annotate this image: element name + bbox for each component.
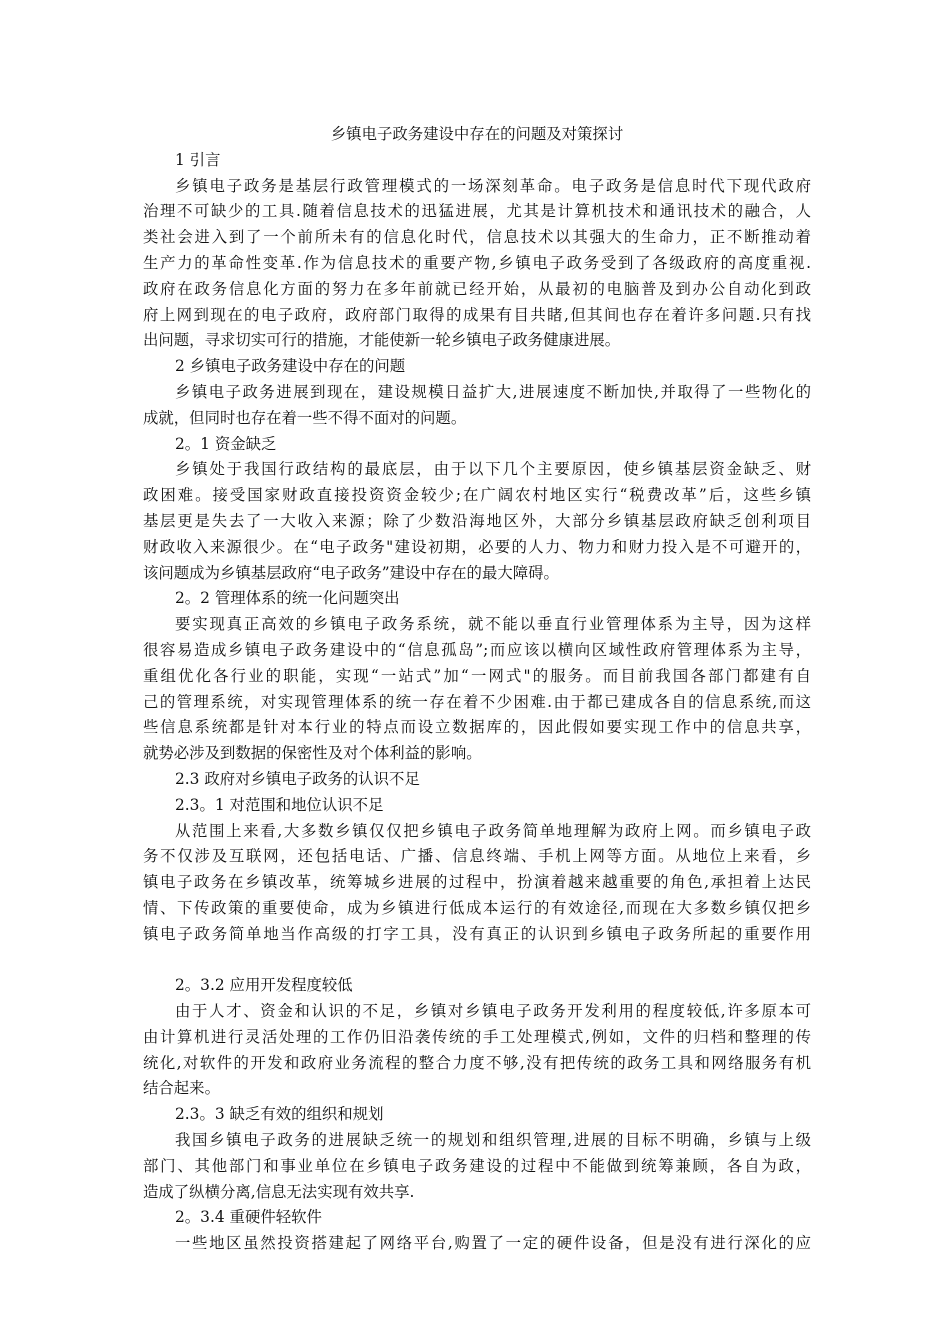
text-line: 由计算机进行灵活处理的工作仍旧沿袭传统的手工处理模式,例如，文件的归档和整理的传 [143, 1027, 811, 1046]
text-line: 些信息系统都是针对本行业的特点而设立数据库的，因此假如要实现工作中的信息共享， [143, 718, 811, 737]
text-line: 造成了纵横分离,信息无法实现有效共享. [143, 1182, 415, 1201]
text-line: 该问题成为乡镇基层政府“电子政务”建设中存在的最大障碍。 [143, 563, 559, 582]
document-title: 乡镇电子政务建设中存在的问题及对策探讨 [330, 125, 624, 143]
text-line: 乡镇处于我国行政结构的最底层，由于以下几个主要原因，使乡镇基层资金缺乏、财 [175, 460, 811, 479]
text-line: 就势必涉及到数据的保密性及对个体利益的影响。 [143, 744, 482, 763]
text-line: 2。3.4 重硬件轻软件 [175, 1208, 322, 1227]
text-line: 很容易造成乡镇电子政务建设中的“信息孤岛”;而应该以横向区域性政府管理体系为主导， [143, 640, 811, 659]
text-line: 镇电子政务简单地当作高级的打字工具，没有真正的认识到乡镇电子政务所起的重要作用 [143, 924, 811, 943]
text-line: 1 引言 [175, 150, 221, 169]
text-line: 情、下传政策的重要使命，成为乡镇进行低成本运行的有效途径,而现在大多数乡镇仅把乡 [143, 898, 811, 917]
text-line: 2。1 资金缺乏 [175, 434, 277, 453]
text-line: 重组优化各行业的职能，实现“一站式”加“一网式"的服务。而目前我国各部门都建有自 [143, 666, 811, 685]
text-line: 财政收入来源很少。在“电子政务"建设初期，必要的人力、物力和财力投入是不可避开的， [143, 537, 811, 556]
text-line: 结合起来。 [143, 1079, 220, 1098]
document-text [143, 148, 811, 1257]
text-line: 成就，但同时也存在着一些不得不面对的问题。 [143, 408, 467, 427]
text-line: 务不仅涉及互联网，还包括电话、广播、信息终端、手机上网等方面。从地位上来看，乡 [143, 847, 811, 866]
text-line: 2.3。3 缺乏有效的组织和规划 [175, 1105, 384, 1124]
text-line: 乡镇电子政务是基层行政管理模式的一场深刻革命。电子政务是信息时代下现代政府 [175, 176, 811, 195]
text-line: 出问题，寻求切实可行的措施，才能使新一轮乡镇电子政务健康进展。 [143, 331, 621, 350]
text-line: 从范围上来看,大多数乡镇仅仅把乡镇电子政务简单地理解为政府上网。而乡镇电子政 [175, 821, 811, 840]
document-body [143, 122, 811, 1257]
text-line: 2。3.2 应用开发程度较低 [175, 976, 353, 995]
text-line: 2.3。1 对范围和地位认识不足 [175, 795, 384, 814]
text-line: 一些地区虽然投资搭建起了网络平台,购置了一定的硬件设备，但是没有进行深化的应 [175, 1234, 811, 1253]
text-line: 己的管理系统，对实现管理体系的统一存在着不少困难.由于都已建成各自的信息系统,而这 [143, 692, 811, 711]
text-line: 2。2 管理体系的统一化问题突出 [175, 589, 400, 608]
text-line: 治理不可缺少的工具.随着信息技术的迅猛进展，尤其是计算机技术和通讯技术的融合，人 [143, 202, 811, 221]
text-line: 我国乡镇电子政务的进展缺乏统一的规划和组织管理,进展的目标不明确，乡镇与上级 [175, 1131, 811, 1150]
text-line: 政困难。接受国家财政直接投资资金较少;在广阔农村地区实行“税费改革”后，这些乡镇 [143, 486, 811, 505]
text-line: 镇电子政务在乡镇改革，统筹城乡进展的过程中，扮演着越来越重要的角色,承担着上达民 [143, 873, 811, 892]
text-line: 统化,对软件的开发和政府业务流程的整合力度不够,没有把传统的政务工具和网络服务有机 [143, 1053, 811, 1072]
text-line: 府上网到现在的电子政府，政府部门取得的成果有目共睹,但其间也存在着许多问题.只有找 [143, 305, 811, 324]
text-line: 基层更是失去了一大收入来源；除了少数沿海地区外，大部分乡镇基层政府缺乏创利项目 [143, 511, 811, 530]
text-line: 生产力的革命性变革.作为信息技术的重要产物,乡镇电子政务受到了各级政府的高度重视. [143, 253, 811, 272]
text-line: 要实现真正高效的乡镇电子政务系统，就不能以垂直行业管理体系为主导，因为这样 [175, 615, 811, 634]
text-line: 由于人才、资金和认识的不足，乡镇对乡镇电子政务开发利用的程度较低,许多原本可 [175, 1002, 811, 1021]
text-line: 政府在政务信息化方面的努力在多年前就已经开始，从最初的电脑普及到办公自动化到政 [143, 279, 811, 298]
text-line: 类社会进入到了一个前所未有的信息化时代，信息技术以其强大的生命力，正不断推动着 [143, 228, 811, 247]
blank-line [143, 948, 811, 974]
text-line: 部门、其他部门和事业单位在乡镇电子政务建设的过程中不能做到统筹兼顾，各自为政， [143, 1156, 811, 1175]
text-line: 乡镇电子政务进展到现在，建设规模日益扩大,进展速度不断加快,并取得了一些物化的 [175, 382, 811, 401]
text-line: 2.3 政府对乡镇电子政务的认识不足 [175, 769, 420, 788]
text-line: 2 乡镇电子政务建设中存在的问题 [175, 357, 406, 376]
